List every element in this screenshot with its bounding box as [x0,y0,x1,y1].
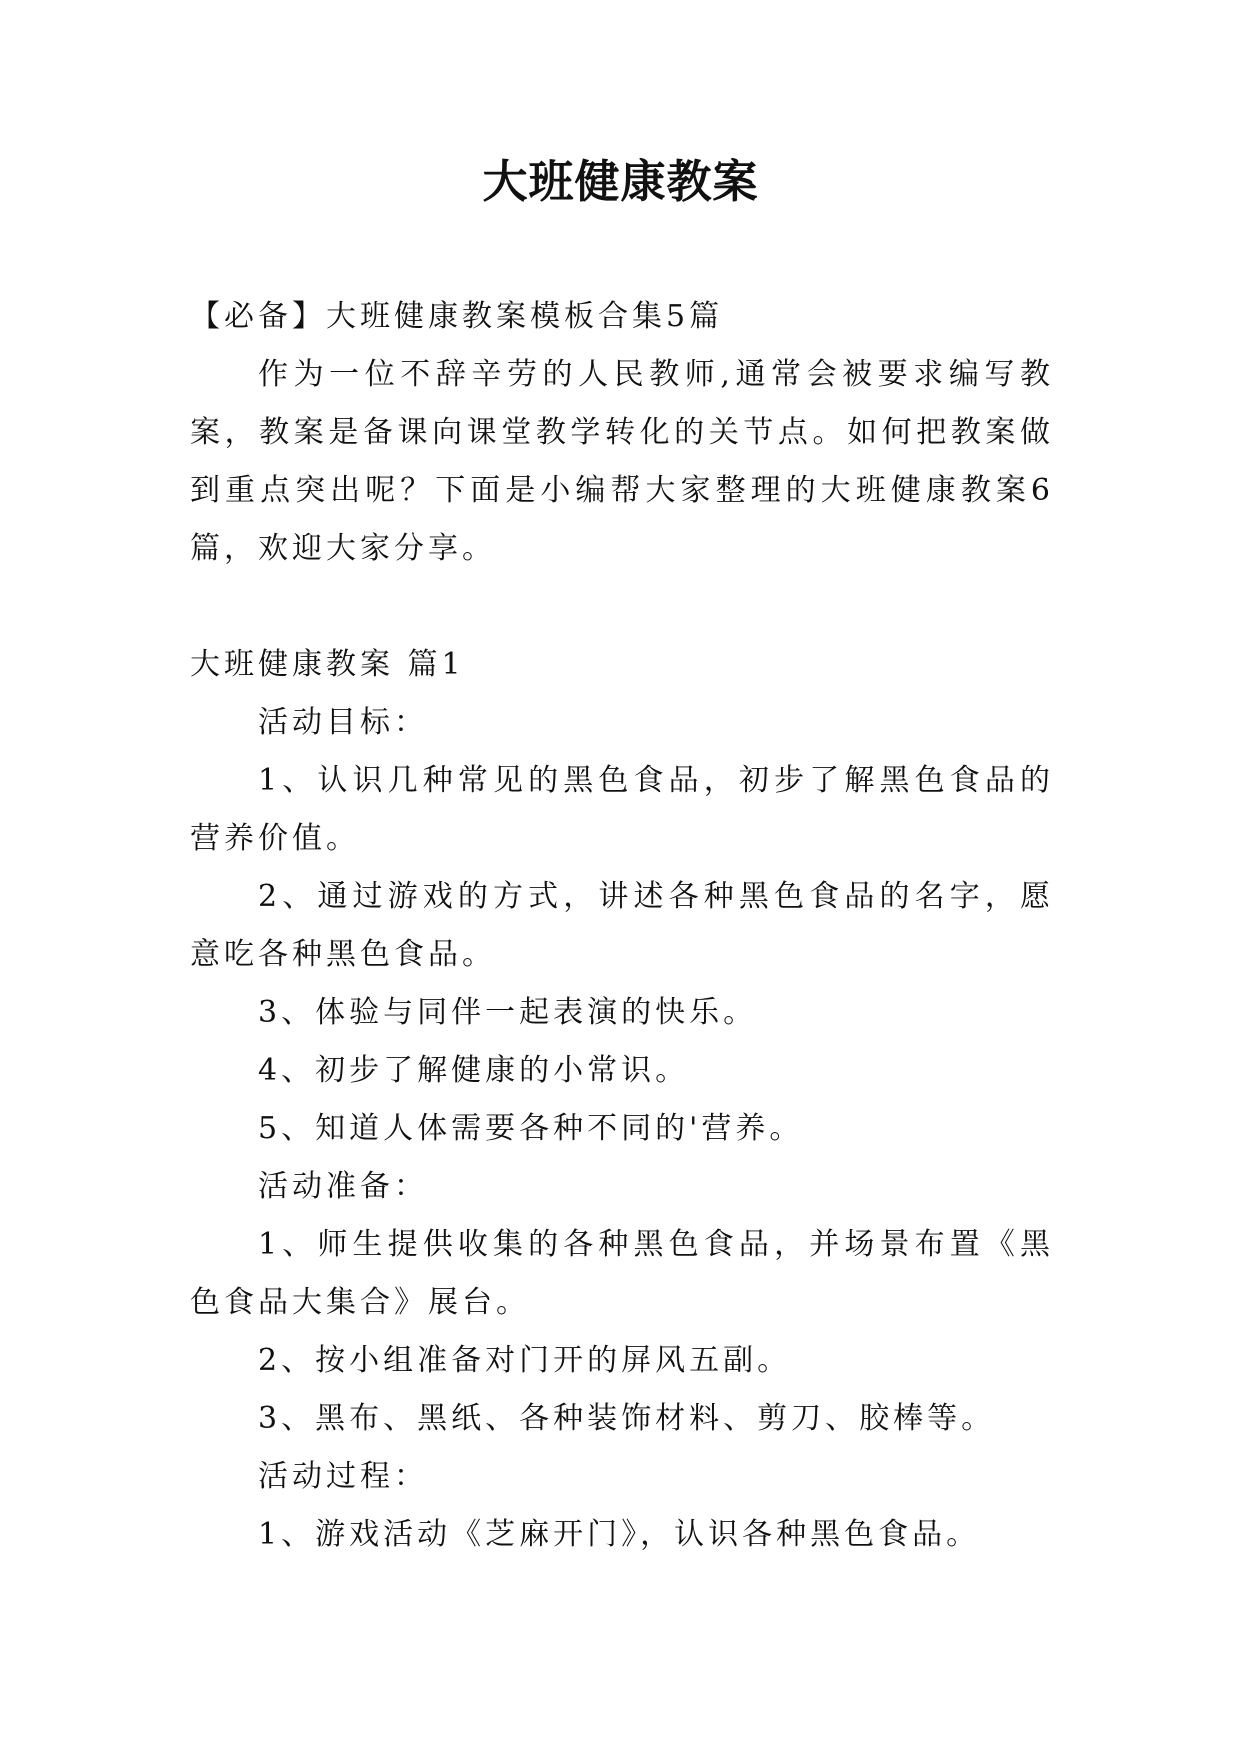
goal-item: 5、知道人体需要各种不同的'营养。 [258,1111,804,1146]
goal-item: 1、认识几种常见的黑色食品，初步了解黑色食品的营养价值。 [190,763,1054,856]
goals-heading: 活动目标： [258,705,428,740]
prep-item: 2、按小组准备对门开的屏风五副。 [258,1343,792,1378]
document-title: 大班健康教案 [482,155,759,208]
goal-item: 2、通过游戏的方式，讲述各种黑色食品的名字，愿意吃各种黑色食品。 [190,879,1054,972]
goal-item: 3、体验与同伴一起表演的快乐。 [258,995,758,1030]
process-heading: 活动过程： [258,1459,428,1494]
section-heading: 大班健康教案 篇1 [190,647,465,682]
section-spacer [190,578,1054,636]
prep-heading: 活动准备： [258,1169,428,1204]
prep-item: 1、师生提供收集的各种黑色食品，并场景布置《黑色食品大集合》展台。 [190,1227,1054,1320]
document-subtitle: 【必备】大班健康教案模板合集5篇 [190,299,724,334]
document-body [190,288,1054,1564]
goal-item: 4、初步了解健康的小常识。 [258,1053,690,1088]
intro-paragraph: 作为一位不辞辛劳的人民教师,通常会被要求编写教案，教案是备课向课堂教学转化的关节点。如何把教案做到重点突出呢？下面是小编帮大家整理的大班健康教案6篇，欢迎大家分享。 [190,357,1054,566]
process-item: 1、游戏活动《芝麻开门》，认识各种黑色食品。 [258,1517,981,1552]
prep-item: 3、黑布、黑纸、各种装饰材料、剪刀、胶棒等。 [258,1401,996,1436]
